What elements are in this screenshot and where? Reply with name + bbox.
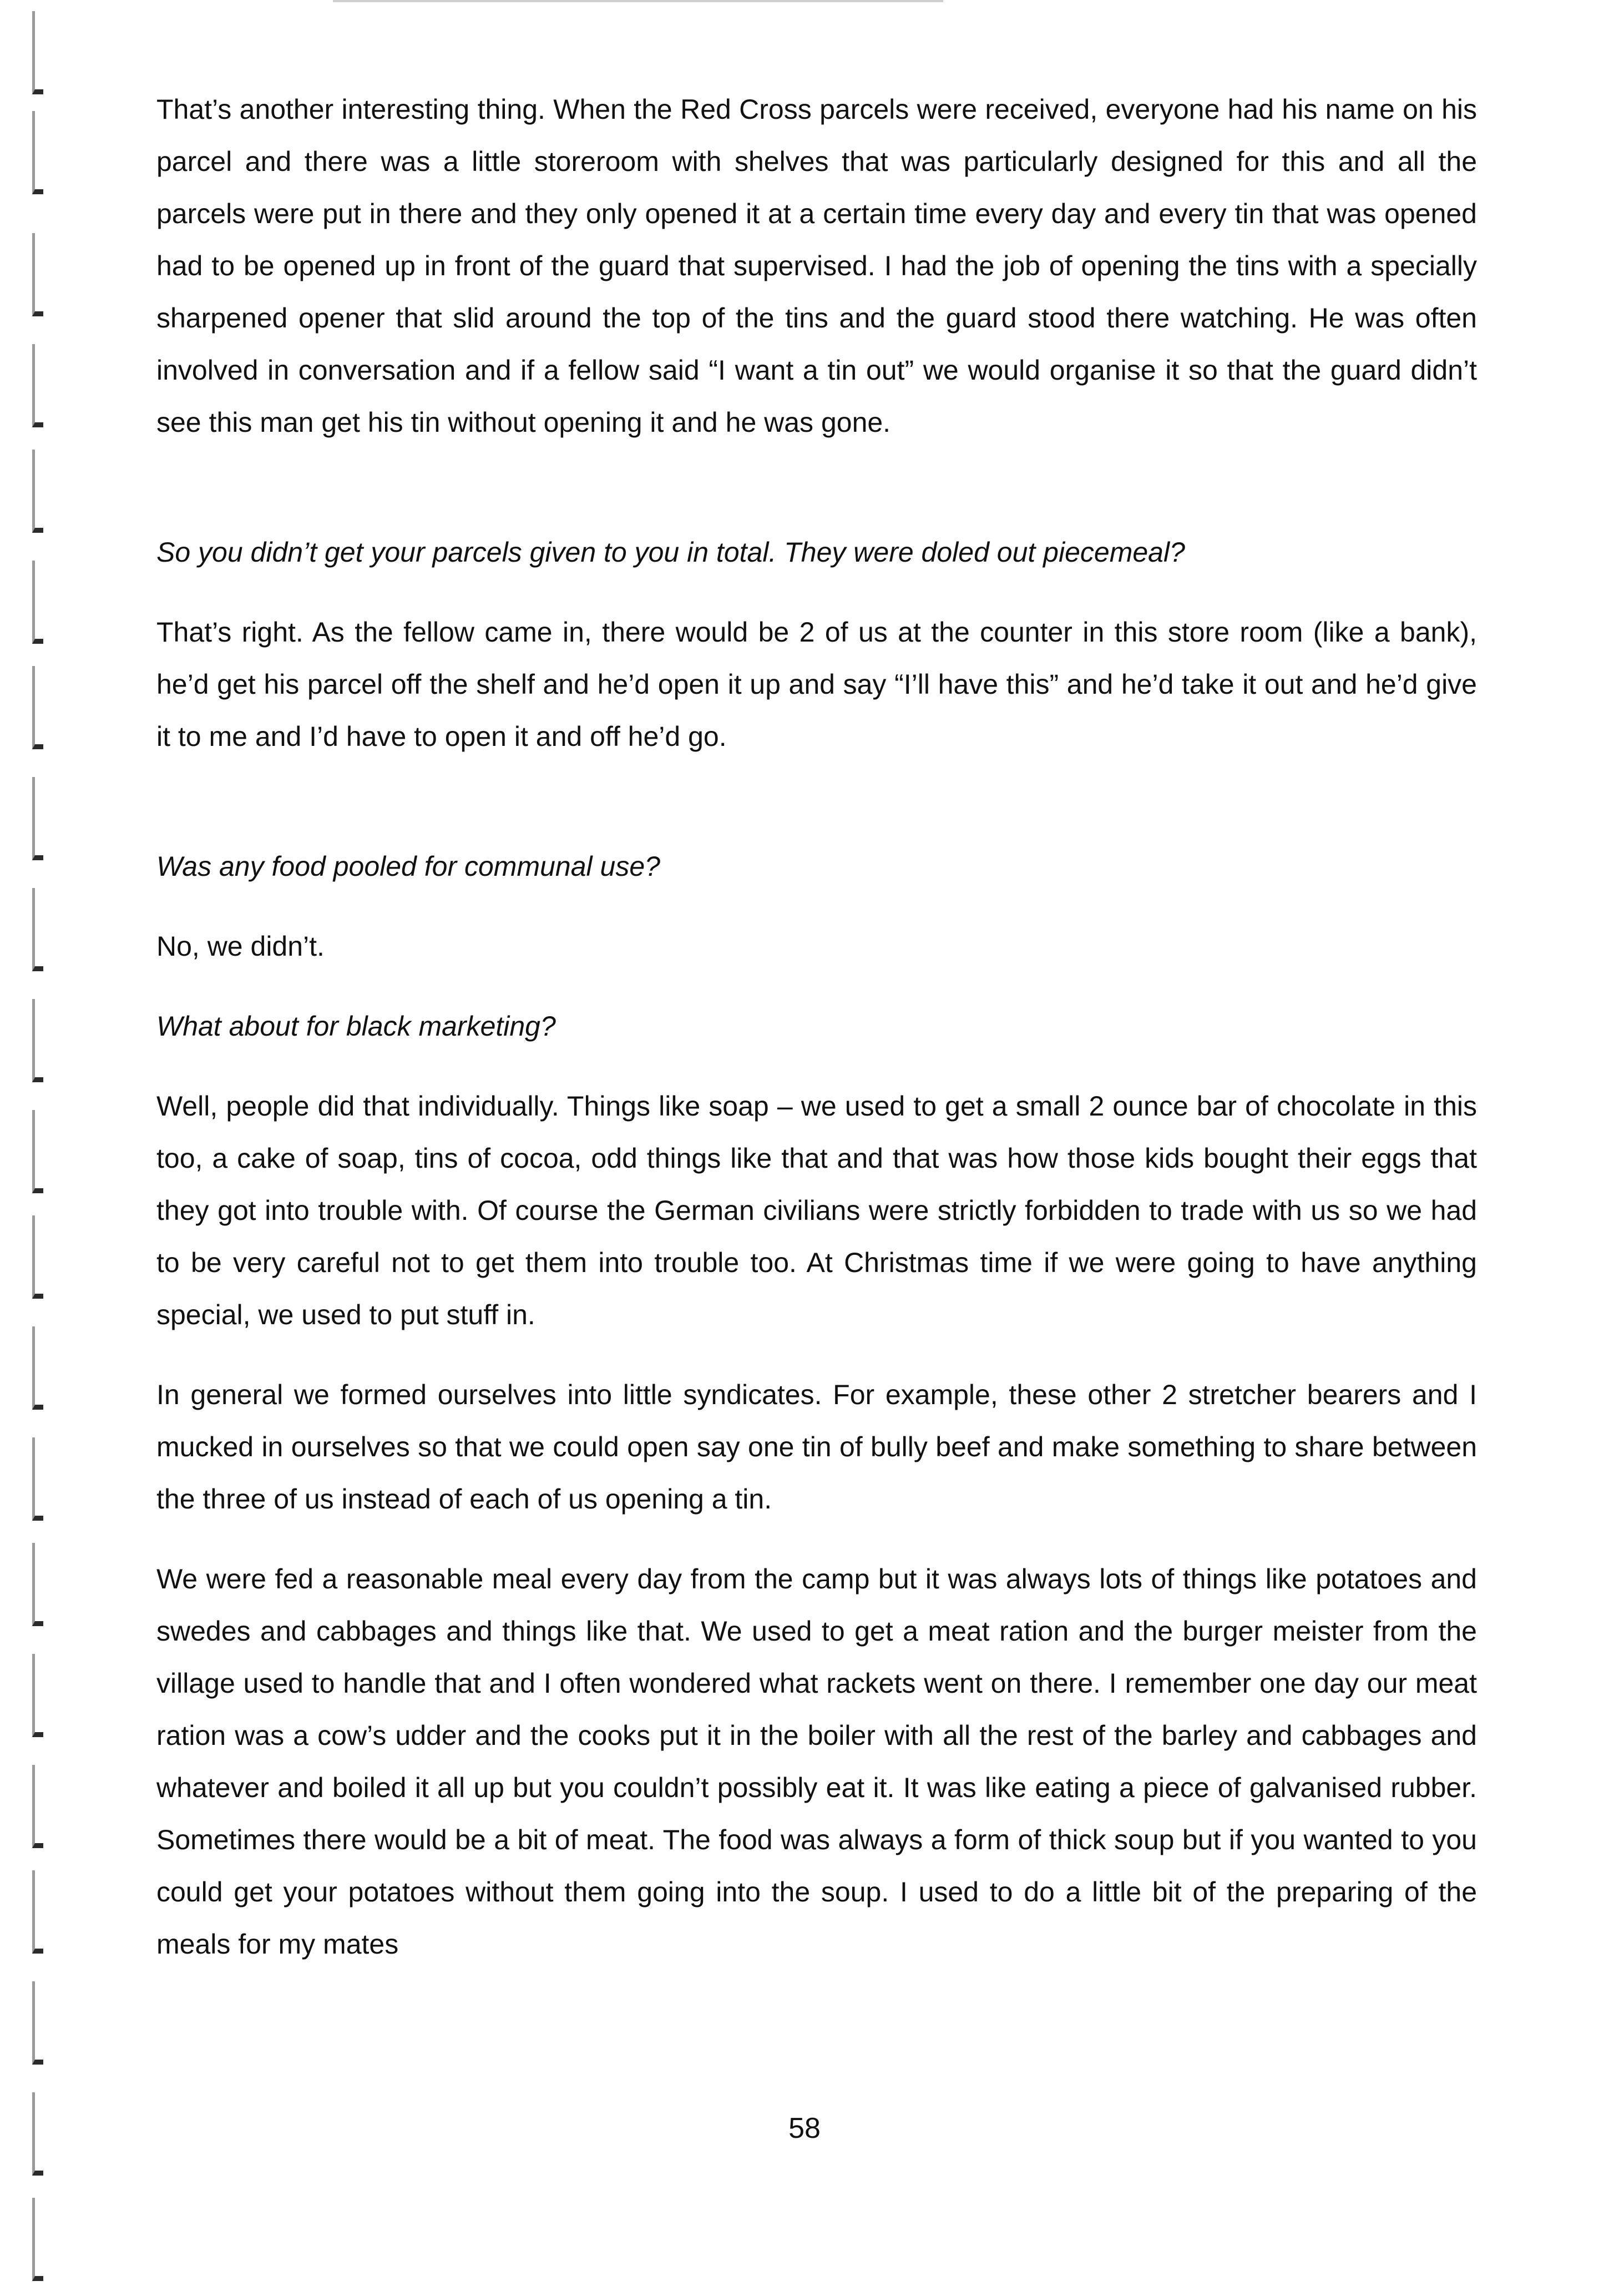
binding-ring [32,1437,43,1521]
binding-ring [32,1110,43,1193]
binding-ring [32,1654,43,1737]
binding-ring [32,233,43,316]
answer-paragraph: No, we didn’t. [156,931,325,962]
binding-ring [32,1870,43,1954]
binding-ring [32,999,43,1082]
binding-ring [32,2198,43,2281]
page-number: 58 [788,2112,821,2144]
binding-ring [32,777,43,860]
question-paragraph: Was any food pooled for communal use? [156,851,660,882]
binding-ring [32,450,43,533]
binding-ring [32,561,43,644]
scan-edge-rule [333,0,943,2]
binding-rings [22,0,55,2296]
binding-ring [32,1543,43,1626]
binding-ring [32,344,43,427]
binding-ring [32,1981,43,2065]
answer-paragraph: We were fed a reasonable meal every day from the camp but it was always lots of things like potatoes and swedes and cabbages and things like that. We used to get a meat ration and the burger meister from the village used to handle that and I often wondered what rackets went on there. I remember one day our meat ration was a cow’s udder and the cooks put it in the boiler with all the rest of the barley and cabbages and whatever and boiled it all up but you couldn’t possibly eat it. It was like eating a piece of galvanised rubber. Sometimes there would be a bit of meat. The food was always a form of thick soup but if you wanted to you could get your potatoes without them going into the soup. I used to do a little bit of the preparing of the meals for my mates [156,1563,1477,1960]
binding-ring [32,1765,43,1848]
binding-ring [32,111,43,194]
answer-paragraph: That’s right. As the fellow came in, there would be 2 of us at the counter in this store room (like a bank), he’d get his parcel off the shelf and he’d open it up and say “I’ll have this” and he’d take it out and he’d give it to me and I’d have to open it and off he’d go. [156,617,1477,752]
answer-paragraph: That’s another interesting thing. When the Red Cross parcels were received, everyone had his name on his parcel and there was a little storeroom with shelves that was particularly designed for this and all the parcels were put in there and they only opened it at a certain time every day and every tin that was opened had to be opened up in front of the guard that supervised. I had the job of opening the tins with a specially sharpened opener that slid around the top of the tins and the guard stood there watching. He was often involved in conversation and if a fellow said “I want a tin out” we would organise it so that the guard didn’t see this man get his tin without opening it and he was gone. [156,94,1477,438]
binding-ring [32,2092,43,2176]
answer-paragraph: Well, people did that individually. Things like soap – we used to get a small 2 ounce bar of chocolate in this too, a cake of soap, tins of cocoa, odd things like that and that was how those kids bought their eggs that they got into trouble with. Of course the German civilians were strictly forbidden to trade with us so we had to be very careful not to get them into trouble too. At Christmas time if we were going to have anything special, we used to put stuff in. [156,1091,1477,1330]
binding-ring [32,1215,43,1299]
answer-paragraph: In general we formed ourselves into little syndicates. For example, these other 2 stretcher bearers and I mucked in ourselves so that we could open say one tin of bully beef and make something to share between the three of us instead of each of us opening a tin. [156,1379,1477,1515]
binding-ring [32,1326,43,1410]
binding-ring [32,666,43,749]
transcript-body [156,83,1477,1998]
question-paragraph: So you didn’t get your parcels given to you in total. They were doled out piecemeal? [156,537,1185,568]
binding-ring [32,888,43,971]
binding-ring [32,11,43,94]
question-paragraph: What about for black marketing? [156,1011,556,1042]
